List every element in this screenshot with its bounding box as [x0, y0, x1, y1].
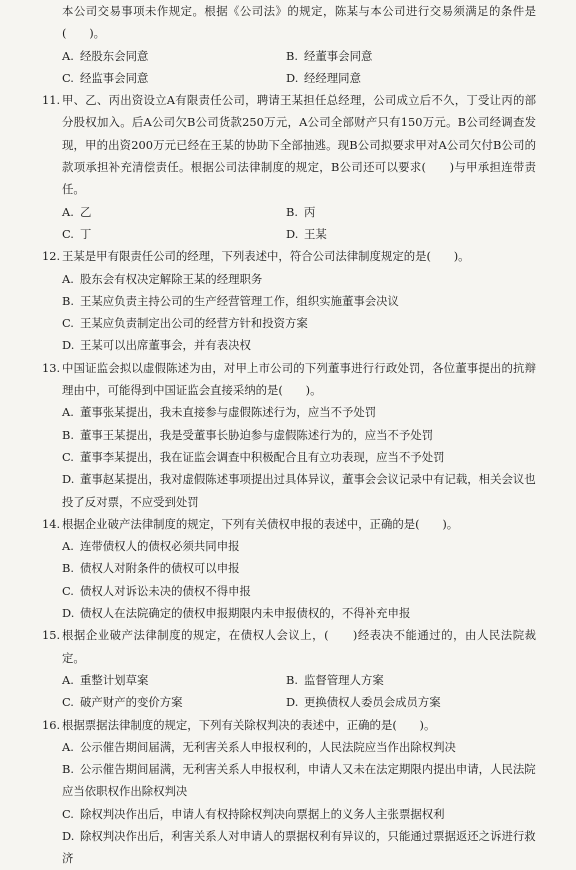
question-stem: 根据企业破产法律制度的规定，在债权人会议上，( )经表决不能通过的，由人民法院裁定。 — [62, 628, 536, 665]
question-number: 14. — [42, 516, 61, 531]
option-text: 公示催告期间届满，无利害关系人申报权利的，人民法院应当作出除权判决 — [80, 739, 456, 754]
option-label: D. — [286, 70, 299, 85]
option-label: B. — [62, 561, 74, 576]
option-label: C. — [62, 695, 74, 710]
option-text: 王某 — [304, 226, 327, 241]
option-text: 董事赵某提出，我对虚假陈述事项提出过具体异议，董事会会议记录中有记载，相关会议也投了反对票，不应受到处罚 — [62, 472, 536, 509]
option-label: B. — [286, 672, 298, 687]
option-text: 经董事会同意 — [304, 48, 373, 63]
option-label: B. — [286, 204, 298, 219]
question-stem: 中国证监会拟以虚假陈述为由，对甲上市公司的下列董事进行行政处罚，各位董事提出的抗辩理由中，可能得到中国证监会直接采纳的是( )。 — [62, 360, 536, 398]
question-stem: 王某是甲有限责任公司的经理，下列表述中，符合公司法律制度规定的是( )。 — [62, 249, 470, 264]
option-label: D. — [286, 695, 299, 710]
option-c — [62, 67, 286, 89]
option-b — [62, 557, 536, 579]
option-label: C. — [62, 70, 74, 85]
option-d — [62, 825, 536, 870]
option-label: A. — [62, 271, 74, 286]
option-label: D. — [62, 338, 75, 353]
option-a — [62, 45, 286, 67]
option-text: 董事张某提出，我未直接参与虚假陈述行为，应当不予处罚 — [80, 405, 377, 420]
option-d — [62, 334, 536, 356]
question-stem: 根据票据法律制度的规定，下列有关除权判决的表述中，正确的是( )。 — [62, 717, 436, 732]
option-label: C. — [62, 449, 74, 464]
option-label: D. — [62, 472, 75, 487]
option-label: A. — [62, 672, 74, 687]
question-number: 11. — [42, 93, 61, 108]
option-text: 王某可以出席董事会，并有表决权 — [80, 338, 251, 353]
option-d — [286, 223, 536, 245]
question-number: 12. — [42, 249, 61, 264]
option-a — [62, 535, 536, 557]
option-b — [286, 669, 536, 691]
option-text: 董事李某提出，我在证监会调查中积极配合且有立功表现，应当不予处罚 — [80, 449, 445, 464]
option-c — [62, 580, 536, 602]
option-label: B. — [62, 427, 74, 442]
option-text: 更换债权人委员会成员方案 — [304, 695, 441, 710]
option-text: 经监事会同意 — [80, 70, 149, 85]
option-d — [62, 468, 536, 513]
option-text: 除权判决作出后，利害关系人对申请人的票据权利有异议的，只能通过票据返还之诉进行救济 — [62, 828, 536, 866]
option-c — [62, 223, 286, 245]
option-text: 债权人在法院确定的债权申报期限内未申报债权的，不得补充申报 — [80, 606, 411, 621]
option-label: C. — [62, 316, 74, 331]
options-list — [62, 268, 536, 357]
options-list — [62, 736, 536, 870]
option-c — [62, 691, 286, 713]
option-text: 破产财产的变价方案 — [80, 695, 183, 710]
option-b — [62, 290, 536, 312]
option-a — [62, 401, 536, 423]
question-14 — [42, 513, 536, 624]
question-12 — [42, 245, 536, 356]
option-text: 债权人对诉讼未决的债权不得申报 — [80, 583, 251, 598]
option-text: 王某应负责主持公司的生产经营管理工作，组织实施董事会决议 — [80, 293, 399, 308]
option-text: 王某应负责制定出公司的经营方针和投资方案 — [80, 316, 308, 331]
question-stem: 甲、乙、丙出资设立A有限责任公司，聘请王某担任总经理，公司成立后不久，丁受让丙的部分股权加入。后A公司欠B公司货款250万元，A公司全部财产只有150万元。B公司经调查发现，甲的出资200万元已经在王某的协助下全部抽逃。现B公司拟要求甲对A公司欠付B公司的款项承担补充清偿责任。根据公司法律制度的规定，B公司还可以要求( )与甲承担连带责任。 — [62, 93, 536, 197]
option-b — [286, 45, 536, 67]
option-a — [62, 669, 286, 691]
option-label: B. — [62, 762, 74, 777]
option-text: 公示催告期间届满，无利害关系人申报权利，申请人又未在法定期限内提出申请，人民法院应当依职权作出除权判决 — [62, 762, 536, 799]
options-list — [62, 669, 536, 714]
option-a — [62, 736, 536, 758]
option-b — [62, 758, 536, 803]
option-text: 股东会有权决定解除王某的经理职务 — [80, 271, 263, 286]
option-text: 连带债权人的债权必须共同申报 — [80, 539, 240, 554]
option-label: A. — [62, 405, 74, 420]
question-stem: 根据企业破产法律制度的规定，下列有关债权申报的表述中，正确的是( )。 — [62, 516, 459, 531]
option-label: A. — [62, 739, 74, 754]
option-c — [62, 446, 536, 468]
option-label: D. — [62, 828, 75, 843]
option-a — [62, 201, 286, 223]
option-text: 监督管理人方案 — [304, 672, 384, 687]
question-11 — [42, 89, 536, 245]
option-label: C. — [62, 806, 74, 821]
option-b — [286, 201, 536, 223]
option-label: C. — [62, 226, 74, 241]
option-text: 董事王某提出，我是受董事长胁迫参与虚假陈述行为的，应当不予处罚 — [80, 427, 434, 442]
option-label: A. — [62, 204, 74, 219]
option-label: B. — [62, 293, 74, 308]
option-c — [62, 312, 536, 334]
question-16 — [42, 714, 536, 870]
option-text: 乙 — [80, 204, 92, 219]
option-label: D. — [62, 606, 75, 621]
options-list — [62, 535, 536, 624]
question-number: 15. — [42, 628, 61, 643]
option-text: 丁 — [80, 226, 92, 241]
option-label: A. — [62, 48, 74, 63]
options-list — [62, 201, 536, 246]
option-text: 经经理同意 — [304, 70, 361, 85]
question-13 — [42, 357, 536, 513]
options-list — [62, 401, 536, 512]
question-number: 13. — [42, 360, 61, 375]
option-label: A. — [62, 539, 74, 554]
option-text: 除权判决作出后，申请人有权持除权判决向票据上的义务人主张票据权利 — [80, 806, 445, 821]
question-number: 16. — [42, 717, 61, 732]
option-label: B. — [286, 48, 298, 63]
option-b — [62, 424, 536, 446]
option-d — [286, 691, 536, 713]
option-a — [62, 268, 536, 290]
option-d — [62, 602, 536, 624]
option-text: 经股东会同意 — [80, 48, 149, 63]
option-text: 丙 — [304, 204, 316, 219]
option-label: C. — [62, 583, 74, 598]
question-stem: 本公司交易事项未作规定。根据《公司法》的规定，陈某与本公司进行交易须满足的条件是( )。 — [62, 4, 536, 41]
question-15 — [42, 624, 536, 713]
option-label: D. — [286, 226, 299, 241]
option-text: 重整计划草案 — [80, 672, 149, 687]
option-text: 债权人对附条件的债权可以申报 — [80, 561, 240, 576]
question-continued — [62, 0, 536, 89]
options-list — [62, 45, 536, 90]
option-d — [286, 67, 536, 89]
option-c — [62, 803, 536, 825]
